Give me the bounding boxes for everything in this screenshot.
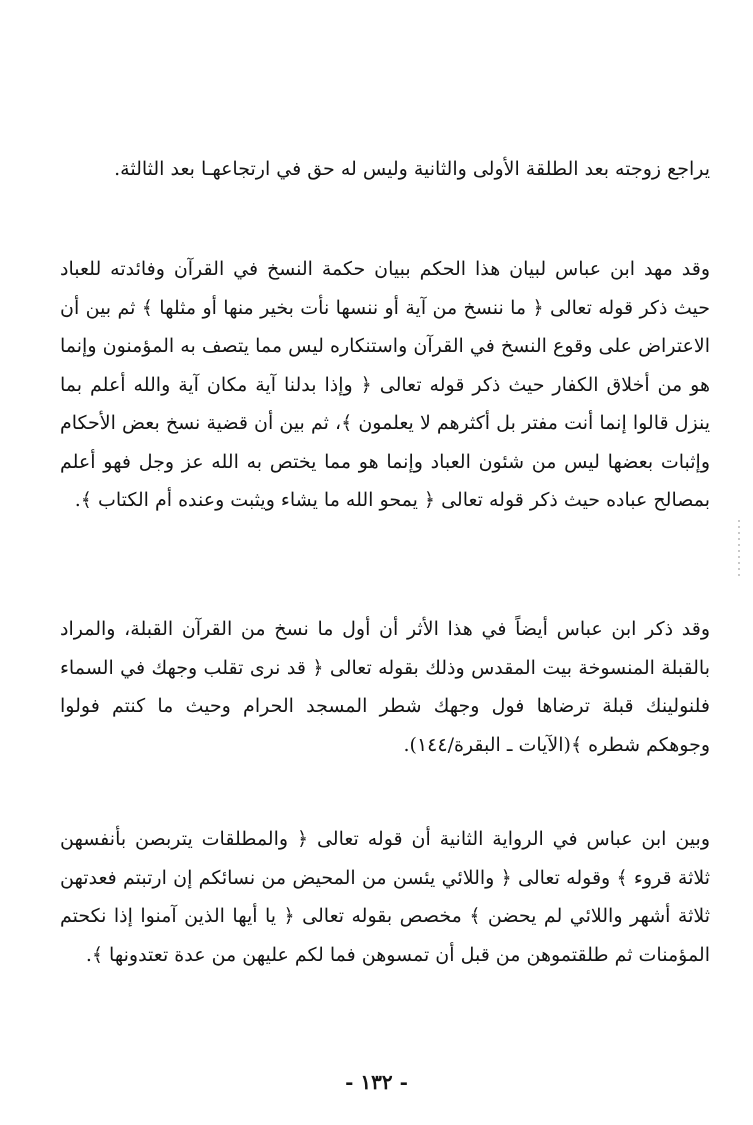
paragraph-2: وقد مهد ابن عباس لبيان هذا الحكم ببيان حكمة النسخ في القرآن وفائدته للعباد حيث ذكر قوله تعالى ﴿ ما ننسخ من آية أو ننسها نأت بخير منها أو مثلها ﴾ ثم بين أن الاعتراض على وقوع النسخ في القرآن واستنكاره ليس مما يتصف به المؤمنون وإنما هو من أخلاق الكفار حيث ذكر قوله تعالى ﴿ وإذا بدلنا آية مكان آية والله أعلم بما ينزل قالوا إنما أنت مفتر بل أكثرهم لا يعلمون ﴾، ثم بين أن قضية نسخ بعض الأحكام وإثبات بعضها ليس من شئون العباد وإنما هو مما يختص به الله عز وجل فهو أعلم بمصالح عباده حيث ذكر قوله تعالى ﴿ يمحو الله ما يشاء ويثبت وعنده أم الكتاب ﴾. [60,258,710,511]
paragraph-1: يراجع زوجته بعد الطلقة الأولى والثانية وليس له حق في ارتجاعهـا بعد الثالثة. [114,158,710,180]
scan-edge-artifact [738,520,740,580]
paragraph-3: وقد ذكر ابن عباس أيضاً في هذا الأثر أن أول ما نسخ من القرآن القبلة، والمراد بالقبلة المنسوخة بيت المقدس وذلك بقوله تعالى ﴿ قد نرى تقلب وجهك في السماء فلنولينك قبلة ترضاها فول وجهك شطر المسجد الحرام وحيث ما كنتم فولوا وجوهكم شطره ﴾(الآيات ـ البقرة/١٤٤). [60,618,710,756]
paragraph-4: وبين ابن عباس في الرواية الثانية أن قوله تعالى ﴿ والمطلقات يتربصن بأنفسهن ثلاثة قروء ﴾ وقوله تعالى ﴿ واللائي يئسن من المحيض من نسائكم إن ارتبتم فعدتهن ثلاثة أشهر واللائي لم يحضن ﴾ مخصص بقوله تعالى ﴿ يا أيها الذين آمنوا إذا نكحتم المؤمنات ثم طلقتموهن من قبل أن تمسوهن فما لكم عليهن من عدة تعتدونها ﴾. [60,828,710,966]
page-number: - ١٣٢ - [345,1070,408,1094]
